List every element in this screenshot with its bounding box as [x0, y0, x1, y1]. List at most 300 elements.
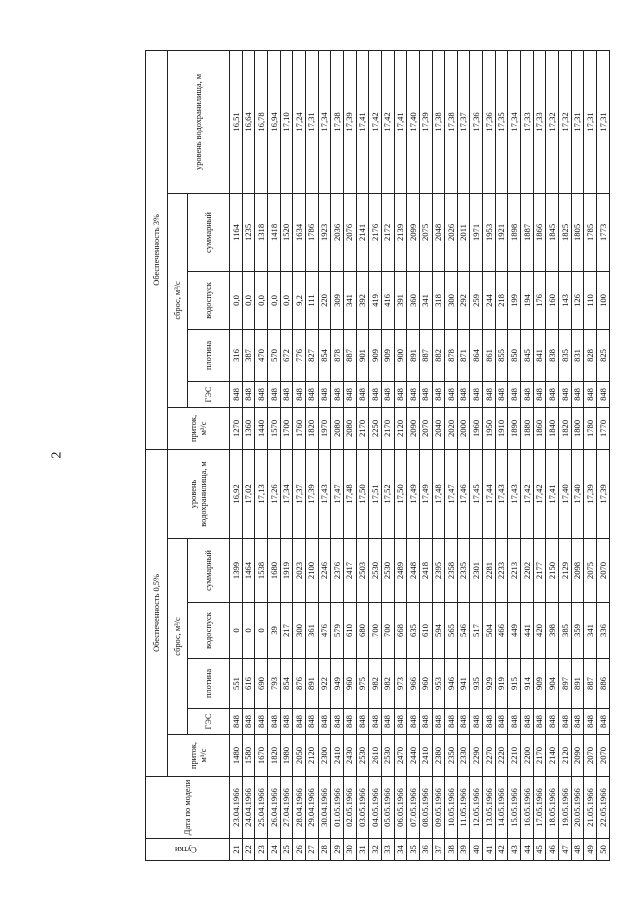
- table-cell: 827: [305, 329, 318, 381]
- table-cell: 2170: [381, 407, 394, 449]
- table-cell: 793: [267, 659, 280, 709]
- table-cell: 848: [331, 381, 344, 407]
- table-cell: 1910: [495, 407, 508, 449]
- table-cell: 2410: [331, 735, 344, 777]
- table-cell: 904: [546, 659, 559, 709]
- table-row: [571, 50, 584, 860]
- table-cell: 300: [445, 271, 458, 329]
- table-cell: 2080: [343, 407, 356, 449]
- header-ges-2: ГЭС: [188, 381, 230, 407]
- table-cell: 17,13: [255, 449, 268, 538]
- table-cell: 2213: [508, 539, 521, 603]
- table-cell: 35: [407, 839, 420, 861]
- table-cell: 309: [331, 271, 344, 329]
- table-cell: 217: [280, 603, 293, 659]
- table-cell: 848: [432, 381, 445, 407]
- table-cell: 17,47: [331, 449, 344, 538]
- table-cell: 848: [293, 381, 306, 407]
- table-cell: 16,78: [255, 50, 268, 193]
- table-cell: 2120: [559, 735, 572, 777]
- table-cell: 44: [521, 839, 534, 861]
- table-cell: 360: [407, 271, 420, 329]
- table-cell: 46: [546, 839, 559, 861]
- table-cell: 416: [381, 271, 394, 329]
- table-cell: 218: [495, 271, 508, 329]
- table-cell: 04.05.1966: [369, 777, 382, 839]
- table-cell: 680: [356, 603, 369, 659]
- table-cell: 2530: [369, 539, 382, 603]
- table-cell: 49: [584, 839, 597, 861]
- table-cell: 2129: [559, 539, 572, 603]
- table-cell: 16,94: [267, 50, 280, 193]
- table-cell: 0: [255, 603, 268, 659]
- table-cell: 776: [293, 329, 306, 381]
- table-cell: 848: [546, 381, 559, 407]
- table-cell: 848: [559, 381, 572, 407]
- table-row: [533, 50, 546, 860]
- table-cell: 17,31: [597, 50, 610, 193]
- table-cell: 1880: [521, 407, 534, 449]
- table-cell: 1464: [242, 539, 255, 603]
- table-cell: 17,34: [508, 50, 521, 193]
- table-cell: 909: [533, 659, 546, 709]
- table-cell: 2141: [356, 193, 369, 271]
- table-cell: 848: [483, 381, 496, 407]
- table-cell: 1820: [559, 407, 572, 449]
- table-cell: 398: [546, 603, 559, 659]
- header-spillway-1: водоспуск: [188, 603, 230, 659]
- table-cell: 2335: [457, 539, 470, 603]
- table-cell: 1786: [305, 193, 318, 271]
- page-number: 2: [49, 451, 65, 459]
- table-row: [280, 50, 293, 860]
- table-cell: 579: [331, 603, 344, 659]
- table-cell: 2301: [470, 539, 483, 603]
- table-cell: 909: [369, 329, 382, 381]
- table-cell: 848: [230, 709, 243, 735]
- table-cell: 18.05.1966: [546, 777, 559, 839]
- table-cell: 2036: [331, 193, 344, 271]
- table-cell: 34: [394, 839, 407, 861]
- table-cell: 292: [457, 271, 470, 329]
- table-cell: 876: [293, 659, 306, 709]
- table-cell: 848: [356, 381, 369, 407]
- table-cell: 2139: [394, 193, 407, 271]
- table-cell: 40: [470, 839, 483, 861]
- table-row: [293, 50, 306, 860]
- table-cell: 37: [432, 839, 445, 861]
- table-cell: 39: [457, 839, 470, 861]
- table-cell: 14.05.1966: [495, 777, 508, 839]
- table-cell: 517: [470, 603, 483, 659]
- table-row: [369, 50, 382, 860]
- table-cell: 2170: [533, 735, 546, 777]
- table-cell: 848: [394, 709, 407, 735]
- table-cell: 220: [318, 271, 331, 329]
- table-cell: 871: [457, 329, 470, 381]
- table-row: [343, 50, 356, 860]
- table-cell: 2100: [305, 539, 318, 603]
- table-cell: 848: [597, 709, 610, 735]
- table-cell: 17,38: [432, 50, 445, 193]
- table-cell: 17,35: [495, 50, 508, 193]
- table-row: [255, 50, 268, 860]
- table-cell: 848: [508, 709, 521, 735]
- table-cell: 848: [470, 709, 483, 735]
- table-cell: 17,44: [483, 449, 496, 538]
- table-cell: 848: [457, 381, 470, 407]
- table-cell: 848: [369, 381, 382, 407]
- table-cell: 176: [533, 271, 546, 329]
- table-cell: 17,40: [407, 50, 420, 193]
- table-cell: 27.04.1966: [280, 777, 293, 839]
- table-cell: 848: [445, 709, 458, 735]
- table-cell: 2376: [331, 539, 344, 603]
- table-cell: 848: [419, 381, 432, 407]
- table-cell: 2172: [381, 193, 394, 271]
- table-cell: 1440: [255, 407, 268, 449]
- table-cell: 0: [242, 603, 255, 659]
- table-cell: 848: [267, 709, 280, 735]
- table-cell: 831: [571, 329, 584, 381]
- table-cell: 828: [584, 329, 597, 381]
- table-cell: 1820: [267, 735, 280, 777]
- table-cell: 2300: [318, 735, 331, 777]
- table-cell: 17,40: [571, 449, 584, 538]
- table-cell: 2177: [533, 539, 546, 603]
- table-cell: 476: [318, 603, 331, 659]
- table-cell: 31: [356, 839, 369, 861]
- table-cell: 848: [381, 381, 394, 407]
- table-cell: 391: [394, 271, 407, 329]
- table-cell: 17,32: [559, 50, 572, 193]
- header-level-1: уровень водохранилища, м: [168, 449, 230, 538]
- table-cell: 26: [293, 839, 306, 861]
- table-cell: 419: [369, 271, 382, 329]
- table-cell: 2418: [419, 539, 432, 603]
- table-cell: 17,46: [457, 449, 470, 538]
- table-cell: 848: [584, 709, 597, 735]
- table-cell: 848: [470, 381, 483, 407]
- table-cell: 504: [483, 603, 496, 659]
- table-cell: 848: [597, 381, 610, 407]
- table-cell: 36: [419, 839, 432, 861]
- table-cell: 199: [508, 271, 521, 329]
- table-cell: 259: [470, 271, 483, 329]
- table-cell: 1960: [470, 407, 483, 449]
- table-cell: 1770: [597, 407, 610, 449]
- table-cell: 387: [242, 329, 255, 381]
- table-cell: 848: [495, 709, 508, 735]
- table-cell: 17,51: [369, 449, 382, 538]
- table-cell: 361: [305, 603, 318, 659]
- table-cell: 0,0: [280, 271, 293, 329]
- table-cell: 848: [318, 381, 331, 407]
- table-cell: 17,39: [419, 50, 432, 193]
- table-cell: 48: [571, 839, 584, 861]
- table-cell: 24.04.1966: [242, 777, 255, 839]
- table-cell: 17,48: [432, 449, 445, 538]
- table-cell: 635: [407, 603, 420, 659]
- table-cell: 848: [559, 709, 572, 735]
- table-cell: 2470: [394, 735, 407, 777]
- table-body: [230, 50, 610, 860]
- table-cell: 887: [419, 329, 432, 381]
- table-cell: 2023: [293, 539, 306, 603]
- table-cell: 15.05.1966: [508, 777, 521, 839]
- header-scenario-1: Обеспеченность 0,5%: [146, 449, 168, 776]
- table-row: [495, 50, 508, 860]
- table-cell: 2350: [445, 735, 458, 777]
- table-cell: 1670: [255, 735, 268, 777]
- table-cell: 1480: [230, 735, 243, 777]
- table-cell: 336: [597, 603, 610, 659]
- table-cell: 03.05.1966: [356, 777, 369, 839]
- table-cell: 700: [381, 603, 394, 659]
- table-cell: 17,40: [559, 449, 572, 538]
- table-cell: 546: [457, 603, 470, 659]
- table-cell: 0: [230, 603, 243, 659]
- table-cell: 2075: [419, 193, 432, 271]
- table-cell: 17,41: [394, 50, 407, 193]
- table-cell: 973: [394, 659, 407, 709]
- table-cell: 2430: [343, 735, 356, 777]
- table-cell: 1887: [521, 193, 534, 271]
- table-cell: 26.04.1966: [267, 777, 280, 839]
- table-cell: 891: [305, 659, 318, 709]
- table-cell: 891: [571, 659, 584, 709]
- table-cell: 1923: [318, 193, 331, 271]
- table-cell: 2246: [318, 539, 331, 603]
- table-cell: 21: [230, 839, 243, 861]
- table-cell: 2440: [407, 735, 420, 777]
- table-cell: 17,42: [381, 50, 394, 193]
- table-cell: 887: [584, 659, 597, 709]
- table-cell: 17,45: [470, 449, 483, 538]
- table-cell: 17,39: [305, 449, 318, 538]
- table-cell: 2395: [432, 539, 445, 603]
- table-cell: 1921: [495, 193, 508, 271]
- table-cell: 2070: [597, 735, 610, 777]
- table-cell: 2140: [546, 735, 559, 777]
- table-cell: 359: [571, 603, 584, 659]
- table-cell: 848: [293, 709, 306, 735]
- table-cell: 700: [369, 603, 382, 659]
- table-cell: 2489: [394, 539, 407, 603]
- header-ges-1: ГЭС: [188, 709, 230, 735]
- table-cell: 143: [559, 271, 572, 329]
- table-cell: 887: [343, 329, 356, 381]
- table-cell: 953: [432, 659, 445, 709]
- table-cell: 2075: [584, 539, 597, 603]
- table-cell: 941: [457, 659, 470, 709]
- table-cell: 17,34: [318, 50, 331, 193]
- table-cell: 28.04.1966: [293, 777, 306, 839]
- table-cell: 2070: [597, 539, 610, 603]
- table-cell: 17.05.1966: [533, 777, 546, 839]
- table-cell: 2176: [369, 193, 382, 271]
- table-cell: 38: [445, 839, 458, 861]
- table-row: [445, 50, 458, 860]
- table-cell: 909: [381, 329, 394, 381]
- table-cell: 1825: [559, 193, 572, 271]
- table-cell: 17,42: [533, 449, 546, 538]
- table-cell: 06.05.1966: [394, 777, 407, 839]
- table-cell: 1270: [230, 407, 243, 449]
- table-cell: 2170: [356, 407, 369, 449]
- table-cell: 24: [267, 839, 280, 861]
- table-cell: 2202: [521, 539, 534, 603]
- table-cell: 2503: [356, 539, 369, 603]
- table-cell: 848: [533, 381, 546, 407]
- table-cell: 27: [305, 839, 318, 861]
- table-cell: 848: [305, 709, 318, 735]
- table-header: [146, 50, 230, 860]
- table-cell: 672: [280, 329, 293, 381]
- table-cell: 835: [559, 329, 572, 381]
- table-cell: 17,36: [470, 50, 483, 193]
- table-cell: 922: [318, 659, 331, 709]
- table-cell: 111: [305, 271, 318, 329]
- table-cell: 1820: [305, 407, 318, 449]
- table-cell: 30.04.1966: [318, 777, 331, 839]
- header-days: Сутки: [146, 839, 230, 861]
- table-row: [305, 50, 318, 860]
- table-cell: 1953: [483, 193, 496, 271]
- table-cell: 441: [521, 603, 534, 659]
- table-cell: 13.05.1966: [483, 777, 496, 839]
- table-cell: 2530: [381, 735, 394, 777]
- table-cell: 2011: [457, 193, 470, 271]
- table-cell: 22.05.1966: [597, 777, 610, 839]
- table-cell: 466: [495, 603, 508, 659]
- table-cell: 17,50: [356, 449, 369, 538]
- table-cell: 1800: [571, 407, 584, 449]
- table-row: [597, 50, 610, 860]
- table-cell: 2610: [369, 735, 382, 777]
- table-cell: 1898: [508, 193, 521, 271]
- hydrology-table: [145, 50, 610, 861]
- table-row: [457, 50, 470, 860]
- table-cell: 1634: [293, 193, 306, 271]
- table-cell: 2120: [305, 735, 318, 777]
- table-cell: 244: [483, 271, 496, 329]
- table-cell: 17,48: [343, 449, 356, 538]
- table-cell: 2050: [293, 735, 306, 777]
- table-cell: 17,39: [584, 449, 597, 538]
- table-cell: 9,2: [293, 271, 306, 329]
- table-cell: 17,33: [521, 50, 534, 193]
- table-cell: 17,42: [521, 449, 534, 538]
- table-cell: 17,10: [280, 50, 293, 193]
- table-cell: 850: [508, 329, 521, 381]
- table-cell: 1318: [255, 193, 268, 271]
- table-cell: 929: [483, 659, 496, 709]
- table-cell: 848: [280, 709, 293, 735]
- table-row: [470, 50, 483, 860]
- table-cell: 1890: [508, 407, 521, 449]
- table-cell: 2150: [546, 539, 559, 603]
- table-cell: 1919: [280, 539, 293, 603]
- table-cell: 2120: [394, 407, 407, 449]
- table-cell: 0,0: [255, 271, 268, 329]
- table-cell: 110: [584, 271, 597, 329]
- table-cell: 1520: [280, 193, 293, 271]
- table-cell: 50: [597, 839, 610, 861]
- table-cell: 17,39: [597, 449, 610, 538]
- table-row: [432, 50, 445, 860]
- table-cell: 17,38: [445, 50, 458, 193]
- table-cell: 1164: [230, 193, 243, 271]
- table-cell: 2530: [381, 539, 394, 603]
- table-cell: 2270: [483, 735, 496, 777]
- header-inflow-2: приток, м³/с: [168, 407, 230, 449]
- table-row: [356, 50, 369, 860]
- table-cell: 29.04.1966: [305, 777, 318, 839]
- header-inflow-1: приток, м³/с: [168, 735, 230, 777]
- table-cell: 570: [267, 329, 280, 381]
- table-cell: 28: [318, 839, 331, 861]
- table-row: [267, 50, 280, 860]
- table-cell: 300: [293, 603, 306, 659]
- table-cell: 17,49: [419, 449, 432, 538]
- table-cell: 318: [432, 271, 445, 329]
- table-row: [521, 50, 534, 860]
- table-cell: 1399: [230, 539, 243, 603]
- table-cell: 2281: [483, 539, 496, 603]
- table-cell: 17,38: [331, 50, 344, 193]
- table-cell: 960: [343, 659, 356, 709]
- table-cell: 2040: [432, 407, 445, 449]
- table-cell: 848: [483, 709, 496, 735]
- table-cell: 848: [381, 709, 394, 735]
- table-cell: 17,43: [495, 449, 508, 538]
- table-cell: 2330: [457, 735, 470, 777]
- table-cell: 949: [331, 659, 344, 709]
- table-cell: 2048: [432, 193, 445, 271]
- table-cell: 11.05.1966: [457, 777, 470, 839]
- table-cell: 854: [280, 659, 293, 709]
- header-dam-1: плотина: [188, 659, 230, 709]
- table-cell: 848: [343, 381, 356, 407]
- table-cell: 2200: [521, 735, 534, 777]
- table-cell: 17,26: [267, 449, 280, 538]
- table-cell: 848: [457, 709, 470, 735]
- table-cell: 1950: [483, 407, 496, 449]
- table-cell: 841: [533, 329, 546, 381]
- table-cell: 42: [495, 839, 508, 861]
- table-cell: 29: [331, 839, 344, 861]
- table-cell: 41: [483, 839, 496, 861]
- table-row: [230, 50, 243, 860]
- table-cell: 45: [533, 839, 546, 861]
- table-cell: 17,41: [546, 449, 559, 538]
- table-cell: 855: [495, 329, 508, 381]
- table-cell: 848: [584, 381, 597, 407]
- table-cell: 194: [521, 271, 534, 329]
- table-cell: 20.05.1966: [571, 777, 584, 839]
- table-cell: 0,0: [230, 271, 243, 329]
- table-cell: 39: [267, 603, 280, 659]
- table-cell: 17,50: [394, 449, 407, 538]
- table-cell: 1840: [546, 407, 559, 449]
- table-cell: 1680: [267, 539, 280, 603]
- table-cell: 10.05.1966: [445, 777, 458, 839]
- table-cell: 17,31: [571, 50, 584, 193]
- table-cell: 17,37: [457, 50, 470, 193]
- table-cell: 2076: [343, 193, 356, 271]
- table-cell: 848: [305, 381, 318, 407]
